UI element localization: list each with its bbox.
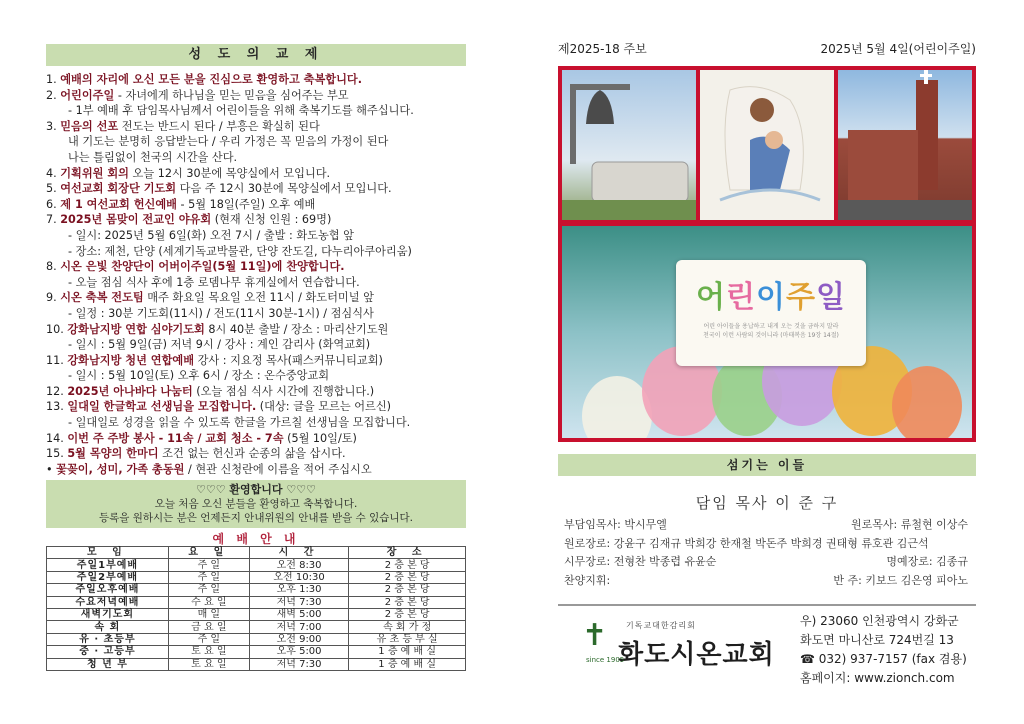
schedule-column-header: 시 간 xyxy=(249,547,349,559)
announcement-highlight: 시온 은빛 찬양단이 어버이주일(5월 11일)에 찬양합니다. xyxy=(60,260,345,274)
church-logo xyxy=(582,612,792,672)
announcement-detail: - 일시 : 5월 9일(금) 저녁 9시 / 강사 : 계인 감리사 (화역교회) xyxy=(68,338,371,352)
worship-guide-title: 예 배 안 내 xyxy=(212,532,300,546)
schedule-cell: 2 층 본 당 xyxy=(349,596,466,608)
staff-entry: 찬양지휘: xyxy=(564,573,611,587)
announcement-highlight: 기획위원 회의 xyxy=(60,166,129,180)
staff-list xyxy=(564,516,968,590)
staff-entry: 시무장로: 전형찬 박종렵 유윤순 xyxy=(564,555,717,568)
announcement-text: 다음 주 12시 30분에 목양실에서 모입니다. xyxy=(176,182,392,196)
servants-header: 섬기는 이들 xyxy=(558,454,976,476)
schedule-cell: 오후 1:30 xyxy=(249,584,349,596)
announcement-text: - 5월 18일(주일) 오후 예배 xyxy=(176,197,316,211)
staff-row xyxy=(564,516,968,535)
schedule-cell: 주 일 xyxy=(168,559,249,571)
announcement-text: (대상: 글을 모르는 어르신) xyxy=(256,400,392,414)
schedule-cell: 중 · 고등부 xyxy=(47,646,169,658)
announcement-item xyxy=(46,197,466,213)
address-line: 화도면 마니산로 724번길 13 xyxy=(800,633,954,647)
staff-entry: 부담임목사: 박시무엘 xyxy=(564,518,667,531)
church-building-photo xyxy=(838,70,972,220)
announcement-item xyxy=(46,446,466,462)
bulletin-meta xyxy=(558,40,976,58)
schedule-cell: 속 회 가 정 xyxy=(349,621,466,633)
announcement-highlight: 예배의 자리에 오신 모든 분을 진심으로 환영하고 축복합니다. xyxy=(60,73,362,86)
announcement-highlight: 믿음의 선포 xyxy=(60,119,119,133)
schedule-cell: 저녁 7:00 xyxy=(249,621,349,633)
jesus-child-painting xyxy=(700,70,834,220)
schedule-row xyxy=(47,658,466,670)
staff-row xyxy=(564,553,968,572)
bell-monument-photo xyxy=(562,70,696,220)
staff-entry: 명예장로: 김종규 xyxy=(886,555,968,568)
address-line: 홈페이지: www.zionch.com xyxy=(800,671,955,685)
announcement-highlight: 강화남지방 연합 심야기도회 xyxy=(67,322,205,336)
announcement-item xyxy=(46,353,466,369)
announcement-highlight: 제 1 여선교회 헌신예배 xyxy=(60,197,177,211)
schedule-cell: 매 일 xyxy=(168,608,249,620)
staff-entry: 원로목사: 류철현 이상수 xyxy=(851,518,968,531)
announcement-text: 오늘 12시 30분에 목양실에서 모입니다. xyxy=(129,166,331,180)
announcement-highlight: 강화남지방 청년 연합예배 xyxy=(67,353,195,367)
schedule-column-header: 모 임 xyxy=(47,547,169,559)
announcement-highlight: 5월 목양의 한마디 xyxy=(67,447,159,461)
announcement-highlight: 어린이주일 xyxy=(60,88,115,102)
announcement-highlight: 꽃꽂이, 성미, 가족 총동원 xyxy=(56,462,185,476)
denomination-name: 기독교대한감리회 xyxy=(626,621,696,630)
cover-photo-collage xyxy=(558,66,976,442)
announcement-detail: - 일대일로 성경을 읽을 수 있도록 한글을 가르칠 선생님을 모집합니다. xyxy=(68,416,411,430)
staff-row xyxy=(564,535,968,554)
announcement-number: 3. xyxy=(46,119,57,133)
cross-icon: ✝ xyxy=(582,618,608,653)
banner-verse: 어린 아이들을 용납하고 내게 오는 것을 금하지 말라 xyxy=(703,323,839,330)
announcement-number: 1. xyxy=(46,73,57,86)
schedule-row xyxy=(47,584,466,596)
schedule-cell: 오전 10:30 xyxy=(249,571,349,583)
announcements-list xyxy=(46,72,466,477)
announcement-number: 11. xyxy=(46,353,64,367)
announcement-text: (5월 10일/토) xyxy=(283,431,357,445)
announcement-number: 10. xyxy=(46,322,64,336)
schedule-cell: 주일2부예배 xyxy=(47,571,169,583)
announcement-highlight: 2025년 몸맞이 전교인 야유회 xyxy=(60,213,212,227)
schedule-cell: 오후 5:00 xyxy=(249,646,349,658)
banner-card xyxy=(676,260,866,366)
announcement-number: 12. xyxy=(46,384,64,398)
announcement-item xyxy=(46,72,466,88)
announcement-item xyxy=(46,462,466,478)
announcement-text: / 현관 신청란에 이름을 적어 주십시오 xyxy=(184,462,372,476)
schedule-row xyxy=(47,621,466,633)
announcement-highlight: 이번 주 주방 봉사 - 11속 / 교회 청소 - 7속 xyxy=(67,431,284,445)
address-line: ☎ 032) 937-7157 (fax 겸용) xyxy=(800,652,967,666)
announcement-text: 전도는 반드시 된다 / 부흥은 확실히 된다 xyxy=(118,119,320,133)
staff-entry: 반 주: 키보드 김은영 피아노 xyxy=(833,573,968,587)
welcome-line: 오늘 처음 오신 분들을 환영하고 축복합니다. xyxy=(154,498,358,510)
announcement-detail: - 1부 예배 후 담임목사님께서 어린이들을 위해 축복기도를 해주십니다. xyxy=(68,104,414,118)
announcement-item xyxy=(46,431,466,447)
announcement-item xyxy=(46,166,466,182)
announcement-number: 4. xyxy=(46,166,57,180)
schedule-cell: 2 층 본 당 xyxy=(349,584,466,596)
announcement-item xyxy=(46,119,466,135)
announcement-number: 5. xyxy=(46,182,57,196)
childrens-day-banner xyxy=(562,226,972,438)
announcements-section xyxy=(46,44,466,477)
schedule-cell: 2 층 본 당 xyxy=(349,559,466,571)
schedule-cell: 금 요 일 xyxy=(168,621,249,633)
church-illustration xyxy=(838,70,972,220)
banner-title: 어린이주일 xyxy=(696,280,846,315)
schedule-cell: 오전 9:00 xyxy=(249,633,349,645)
issue-date: 2025년 5월 4일(어린이주일) xyxy=(820,42,976,56)
announcement-number: 6. xyxy=(46,197,57,211)
announcements-header: 성 도 의 교 제 xyxy=(46,44,466,66)
worship-schedule-table xyxy=(46,546,466,671)
announcement-detail: - 일시: 2025년 5월 6일(화) 오전 7시 / 출발 : 화도농협 앞 xyxy=(68,228,354,242)
schedule-row xyxy=(47,596,466,608)
welcome-box xyxy=(46,480,466,528)
schedule-cell: 주일오후예배 xyxy=(47,584,169,596)
schedule-row xyxy=(47,559,466,571)
announcement-detail: 나는 틀림없이 천국의 시간을 산다. xyxy=(68,150,238,164)
issue-number: 제2025-18 주보 xyxy=(558,42,647,56)
announcement-text: - 자녀에게 하나님을 믿는 믿음을 심어주는 부모 xyxy=(114,88,349,102)
schedule-cell: 토 요 일 xyxy=(168,658,249,670)
schedule-cell: 1 층 예 배 실 xyxy=(349,646,466,658)
schedule-cell: 저녁 7:30 xyxy=(249,596,349,608)
announcement-number: 9. xyxy=(46,291,57,305)
announcement-text: (오늘 점심 식사 시간에 진행합니다.) xyxy=(192,384,375,398)
schedule-cell: 주 일 xyxy=(168,571,249,583)
announcement-number: • xyxy=(46,462,53,476)
schedule-row xyxy=(47,633,466,645)
announcement-item xyxy=(46,322,466,338)
announcement-text: 조건 없는 헌신과 순종의 삶을 삽시다. xyxy=(158,447,346,461)
footer-divider xyxy=(558,604,976,606)
address-line: 우) 23060 인천광역시 강화군 xyxy=(800,614,959,628)
schedule-row xyxy=(47,608,466,620)
schedule-cell: 2 층 본 당 xyxy=(349,571,466,583)
announcement-item xyxy=(46,384,466,400)
church-name: 화도시온교회 xyxy=(618,640,775,670)
schedule-column-header: 요 일 xyxy=(168,547,249,559)
announcement-number: 15. xyxy=(46,447,64,461)
schedule-cell: 수요저녁예배 xyxy=(47,596,169,608)
announcement-text: 8시 40분 출발 / 장소 : 마리산기도원 xyxy=(204,322,389,336)
schedule-cell: 오전 8:30 xyxy=(249,559,349,571)
schedule-cell: 저녁 7:30 xyxy=(249,658,349,670)
schedule-row xyxy=(47,571,466,583)
schedule-cell: 새벽 5:00 xyxy=(249,608,349,620)
announcement-item xyxy=(46,259,466,275)
schedule-cell: 주 일 xyxy=(168,633,249,645)
announcement-detail: - 일시 : 5월 10일(토) 오후 6시 / 장소 : 온수중앙교회 xyxy=(68,369,330,383)
announcement-item xyxy=(46,290,466,306)
staff-entry: 원로장로: 강윤구 김재규 박희강 한재철 박돈주 박희경 권태형 류호관 김근석 xyxy=(564,536,929,550)
schedule-cell: 주일1부예배 xyxy=(47,559,169,571)
schedule-cell: 수 요 일 xyxy=(168,596,249,608)
announcement-detail: - 오늘 점심 식사 후에 1층 로뎀나무 휴게실에서 연습합니다. xyxy=(68,275,360,289)
senior-pastor: 담임 목사 이 준 구 xyxy=(695,494,839,512)
welcome-title: ♡♡♡ 환영합니다 ♡♡♡ xyxy=(196,483,316,496)
announcement-highlight: 일대일 한글학교 선생님을 모집합니다. xyxy=(67,400,257,414)
founded-year: since 1905 xyxy=(586,656,625,664)
schedule-cell: 주 일 xyxy=(168,584,249,596)
announcement-detail: - 일정 : 30분 기도회(11시) / 전도(11시 30분-1시) / 점심식사 xyxy=(68,306,374,320)
announcement-detail: - 장소: 제천, 단양 (세계기독교박물관, 단양 잔도길, 다누리아쿠아리움) xyxy=(68,244,412,258)
schedule-column-header: 장 소 xyxy=(349,547,466,559)
schedule-cell: 속 회 xyxy=(47,621,169,633)
announcement-number: 13. xyxy=(46,400,64,414)
schedule-row xyxy=(47,646,466,658)
schedule-cell: 유 · 초등부 xyxy=(47,633,169,645)
jesus-illustration xyxy=(700,70,834,220)
announcement-item xyxy=(46,88,466,104)
announcement-highlight: 여선교회 회장단 기도회 xyxy=(60,182,177,196)
announcement-highlight: 시온 축복 전도팀 xyxy=(60,291,144,305)
announcement-text: 강사 : 지요정 목사(패스커뮤니티교회) xyxy=(194,353,383,367)
announcement-text: (현재 신청 인원 : 69명) xyxy=(211,213,332,227)
announcement-number: 14. xyxy=(46,431,64,445)
church-address xyxy=(800,612,967,688)
announcement-number: 7. xyxy=(46,213,57,227)
schedule-cell: 새벽기도회 xyxy=(47,608,169,620)
announcement-highlight: 2025년 아나바다 나눔터 xyxy=(67,384,193,398)
schedule-cell: 청 년 부 xyxy=(47,658,169,670)
announcement-item xyxy=(46,212,466,228)
announcement-item xyxy=(46,399,466,415)
banner-verse-ref: 천국이 이런 사람의 것이니라 (마태복음 19장 14절) xyxy=(703,332,839,339)
welcome-line: 등록을 원하시는 분은 언제든지 안내위원의 안내를 받을 수 있습니다. xyxy=(98,512,414,524)
schedule-cell: 유 초 등 부 실 xyxy=(349,633,466,645)
staff-row xyxy=(564,572,968,591)
announcement-number: 8. xyxy=(46,260,57,274)
announcement-item xyxy=(46,181,466,197)
announcement-detail: 내 기도는 분명히 응답받는다 / 우리 가정은 꼭 믿음의 가정이 된다 xyxy=(68,135,389,149)
schedule-cell: 2 층 본 당 xyxy=(349,608,466,620)
schedule-cell: 토 요 일 xyxy=(168,646,249,658)
schedule-cell: 1 층 예 배 실 xyxy=(349,658,466,670)
announcement-text: 매주 화요일 목요일 오전 11시 / 화도터미널 앞 xyxy=(143,291,374,305)
announcement-number: 2. xyxy=(46,88,57,102)
bell-illustration xyxy=(562,70,696,220)
